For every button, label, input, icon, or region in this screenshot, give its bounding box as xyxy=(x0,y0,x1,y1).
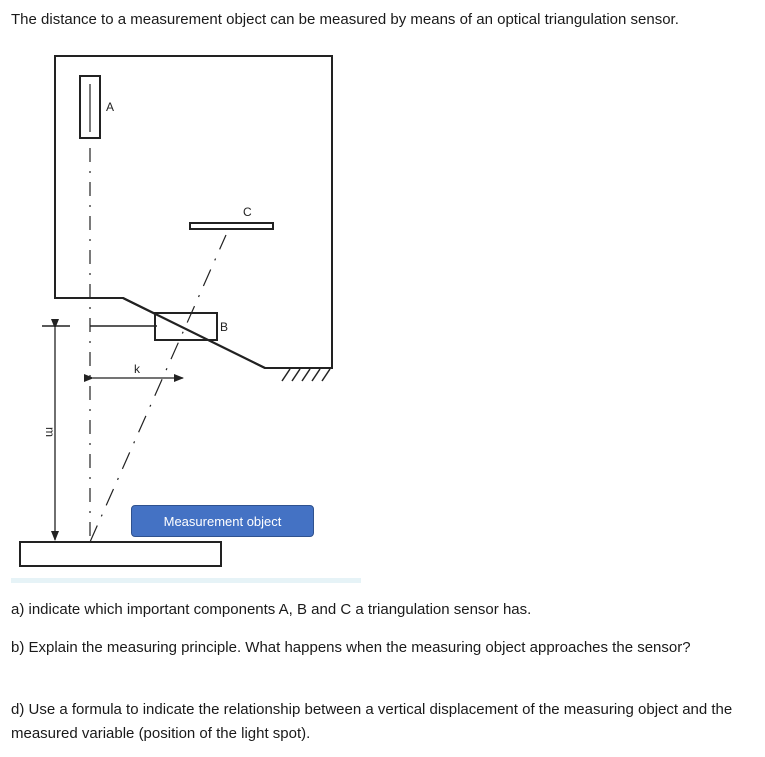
measurement-object xyxy=(20,542,221,566)
separator xyxy=(11,578,361,583)
label-m: m xyxy=(43,427,57,437)
question-b: b) Explain the measuring principle. What happens when the measuring object approaches the sensor? xyxy=(11,639,691,656)
component-b xyxy=(155,313,217,340)
mounting-hatch xyxy=(282,369,330,381)
reflected-beam xyxy=(90,235,229,542)
question-d: d) Use a formula to indicate the relationship between a vertical displacement of the measuring object and the measured variable (position of the light spot). xyxy=(11,701,733,742)
label-b: B xyxy=(220,320,229,334)
label-c: C xyxy=(243,205,252,219)
measurement-object-label: Measurement object xyxy=(131,505,314,537)
question-a: a) indicate which important components A, B and C a triangulation sensor has. xyxy=(11,601,532,618)
label-k: k xyxy=(134,362,140,376)
label-a: A xyxy=(106,100,115,114)
intro-text: The distance to a measurement object can be measured by means of an optical triangulation sensor. xyxy=(11,11,679,28)
component-c xyxy=(190,223,273,229)
